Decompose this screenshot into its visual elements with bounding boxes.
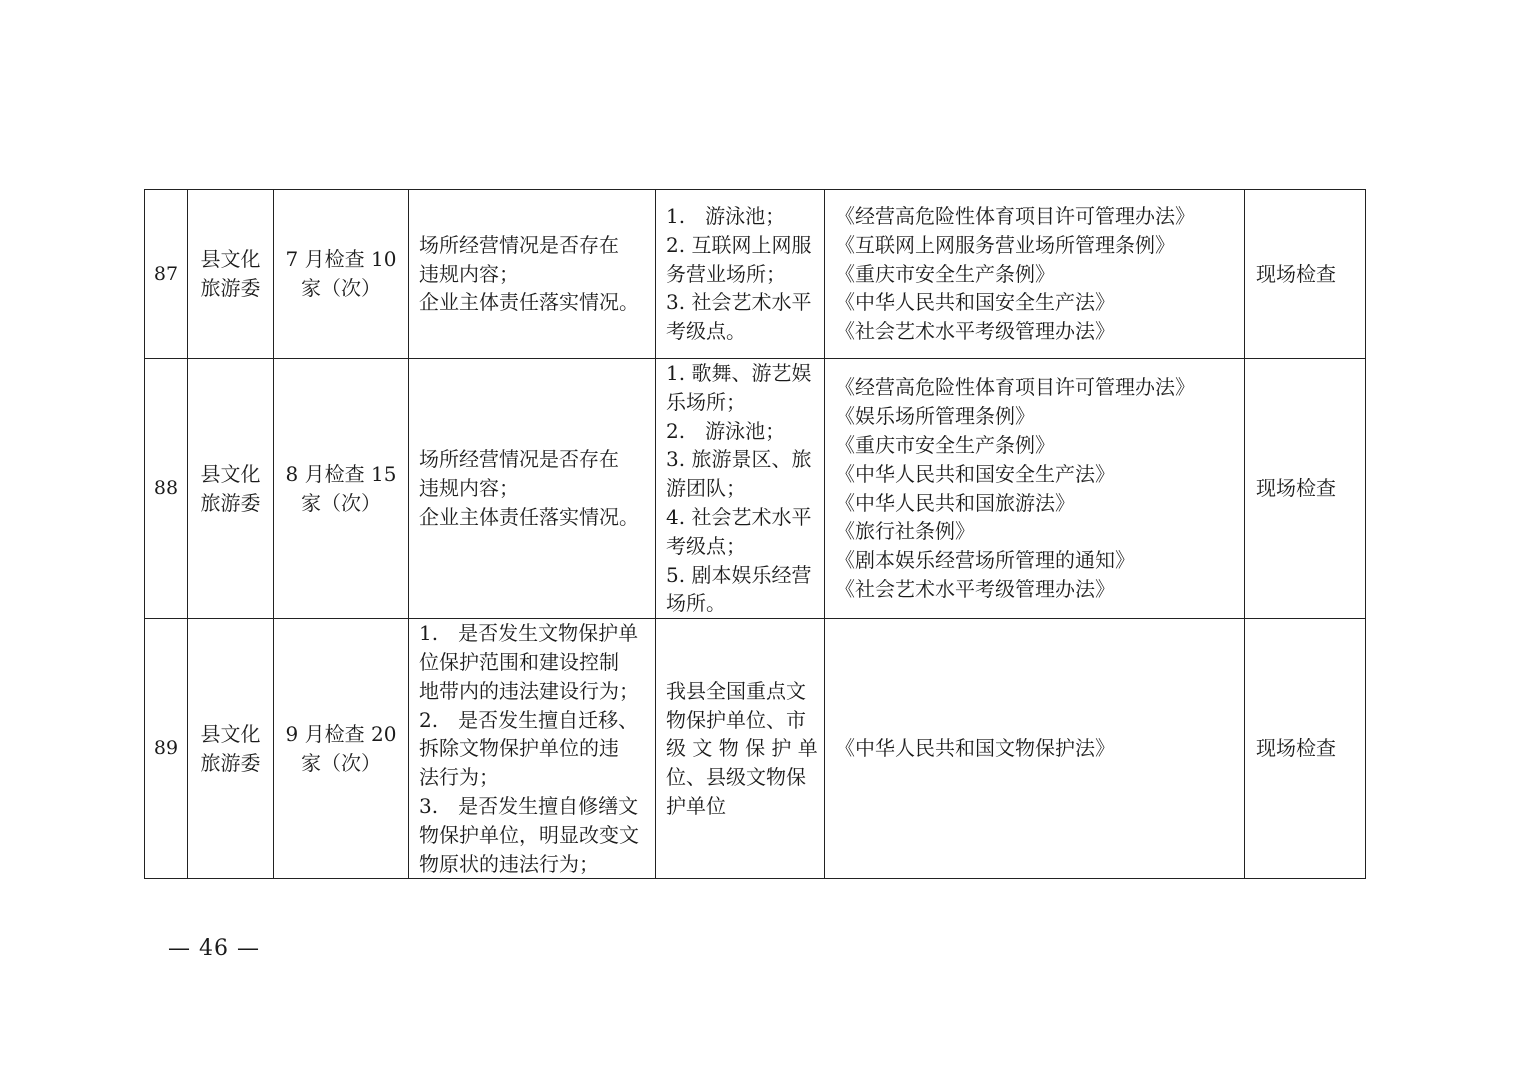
inspection-content-cell xyxy=(409,190,656,359)
inspection-objects-cell-line: 1. 歌舞、游艺娱 xyxy=(666,361,812,385)
row-number-cell: 89 xyxy=(145,619,188,879)
inspection-content-cell-line: 企业主体责任落实情况。 xyxy=(419,290,639,315)
inspection-objects-cell-line: 场所。 xyxy=(666,591,726,616)
inspection-table-container xyxy=(144,189,1366,879)
legal-basis-cell xyxy=(825,190,1245,359)
legal-basis-cell-line: 《中华人民共和国文物保护法》 xyxy=(835,736,1115,761)
inspection-objects-cell-line: 游团队； xyxy=(666,476,746,501)
table-row xyxy=(145,190,1366,359)
inspection-content-cell-line: 场所经营情况是否存在 xyxy=(419,447,619,472)
department-cell-line: 旅游委 xyxy=(200,276,261,300)
inspection-plan-cell-line: 家（次） xyxy=(301,490,381,515)
department-cell xyxy=(188,190,274,359)
legal-basis-cell-line: 《重庆市安全生产条例》 xyxy=(835,261,1055,286)
table-row xyxy=(145,359,1366,619)
inspection-objects-cell-line: 乐场所； xyxy=(666,389,746,414)
inspection-objects-cell-line: 位、县级文物保 xyxy=(666,765,806,790)
inspection-plan-cell-line: 家（次） xyxy=(301,276,381,300)
inspection-objects-cell-line: 护单位 xyxy=(666,793,726,818)
inspection-content-cell-line: 3. 是否发生擅自修缮文 xyxy=(419,793,639,818)
inspection-plan-cell-line: 9 月检查 20 xyxy=(285,721,397,746)
department-cell-line: 旅游委 xyxy=(200,750,261,775)
inspection-objects-cell-line: 我县全国重点文 xyxy=(666,678,806,703)
table-row xyxy=(145,619,1366,879)
inspection-content-cell-line: 违规内容； xyxy=(419,261,519,286)
page-number: — 46 — xyxy=(168,936,260,961)
legal-basis-cell xyxy=(825,359,1245,619)
inspection-objects-cell-line: 5. 剧本娱乐经营 xyxy=(666,562,812,587)
inspection-plan-cell-line: 家（次） xyxy=(301,750,381,775)
inspection-method-cell: 现场检查 xyxy=(1245,190,1366,359)
inspection-objects-cell-line: 2. 游泳池； xyxy=(666,418,786,443)
inspection-objects-cell-line: 考级点。 xyxy=(666,319,746,344)
inspection-content-cell xyxy=(409,619,656,879)
inspection-content-cell xyxy=(409,359,656,619)
inspection-content-cell-line: 企业主体责任落实情况。 xyxy=(419,504,639,529)
inspection-content-cell-line: 违规内容； xyxy=(419,476,519,501)
inspection-content-cell-line: 物原状的违法行为； xyxy=(419,851,599,876)
legal-basis-cell-line: 《经营高危险性体育项目许可管理办法》 xyxy=(835,375,1195,400)
inspection-plan-cell xyxy=(274,619,409,879)
inspection-content-cell-line: 法行为； xyxy=(419,765,499,790)
legal-basis-cell xyxy=(825,619,1245,879)
inspection-content-cell-line: 地带内的违法建设行为； xyxy=(419,678,639,703)
inspection-objects-cell xyxy=(656,619,825,879)
inspection-method-cell: 现场检查 xyxy=(1245,619,1366,879)
legal-basis-cell-line: 《旅行社条例》 xyxy=(835,519,975,544)
inspection-content-cell-line: 位保护范围和建设控制 xyxy=(419,649,619,674)
department-cell xyxy=(188,619,274,879)
legal-basis-cell-line: 《剧本娱乐经营场所管理的通知》 xyxy=(835,548,1135,573)
inspection-objects-cell-line: 1. 游泳池； xyxy=(666,204,786,228)
inspection-plan-cell-line: 8 月检查 15 xyxy=(285,461,397,486)
inspection-objects-cell-line: 2. 互联网上网服 xyxy=(666,232,812,257)
inspection-content-cell-line: 拆除文物保护单位的违 xyxy=(419,736,619,761)
legal-basis-cell-line: 《互联网上网服务营业场所管理条例》 xyxy=(835,232,1175,257)
legal-basis-cell-line: 《经营高危险性体育项目许可管理办法》 xyxy=(835,204,1195,228)
row-number-cell: 87 xyxy=(145,190,188,359)
inspection-objects-cell-line: 级 文 物 保 护 单 xyxy=(666,736,818,761)
legal-basis-cell-line: 《重庆市安全生产条例》 xyxy=(835,432,1055,457)
department-cell-line: 县文化 xyxy=(200,721,261,746)
inspection-objects-cell xyxy=(656,190,825,359)
legal-basis-cell-line: 《中华人民共和国安全生产法》 xyxy=(835,461,1115,486)
legal-basis-cell-line: 《社会艺术水平考级管理办法》 xyxy=(835,319,1115,344)
inspection-objects-cell-line: 物保护单位、市 xyxy=(666,707,806,732)
legal-basis-cell-line: 《中华人民共和国旅游法》 xyxy=(835,490,1075,515)
department-cell-line: 县文化 xyxy=(200,247,261,272)
inspection-plan-cell xyxy=(274,190,409,359)
inspection-method-cell: 现场检查 xyxy=(1245,359,1366,619)
department-cell xyxy=(188,359,274,619)
inspection-objects-cell-line: 考级点； xyxy=(666,533,746,558)
inspection-objects-cell-line: 3. 旅游景区、旅 xyxy=(666,447,812,472)
inspection-content-cell-line: 场所经营情况是否存在 xyxy=(419,232,619,257)
legal-basis-cell-line: 《中华人民共和国安全生产法》 xyxy=(835,290,1115,315)
inspection-objects-cell-line: 3. 社会艺术水平 xyxy=(666,290,812,315)
inspection-plan-cell-line: 7 月检查 10 xyxy=(285,247,397,272)
department-cell-line: 县文化 xyxy=(200,461,261,486)
inspection-plan-cell xyxy=(274,359,409,619)
inspection-content-cell-line: 2. 是否发生擅自迁移、 xyxy=(419,707,639,732)
department-cell-line: 旅游委 xyxy=(200,490,261,515)
table-body xyxy=(145,190,1366,879)
row-number-cell: 88 xyxy=(145,359,188,619)
inspection-objects-cell-line: 4. 社会艺术水平 xyxy=(666,504,812,529)
inspection-plan-table xyxy=(144,189,1366,879)
inspection-objects-cell-line: 务营业场所； xyxy=(666,261,786,286)
legal-basis-cell-line: 《娱乐场所管理条例》 xyxy=(835,404,1035,429)
inspection-content-cell-line: 1. 是否发生文物保护单 xyxy=(419,621,639,646)
legal-basis-cell-line: 《社会艺术水平考级管理办法》 xyxy=(835,576,1115,601)
inspection-objects-cell xyxy=(656,359,825,619)
inspection-content-cell-line: 物保护单位，明显改变文 xyxy=(419,822,639,847)
